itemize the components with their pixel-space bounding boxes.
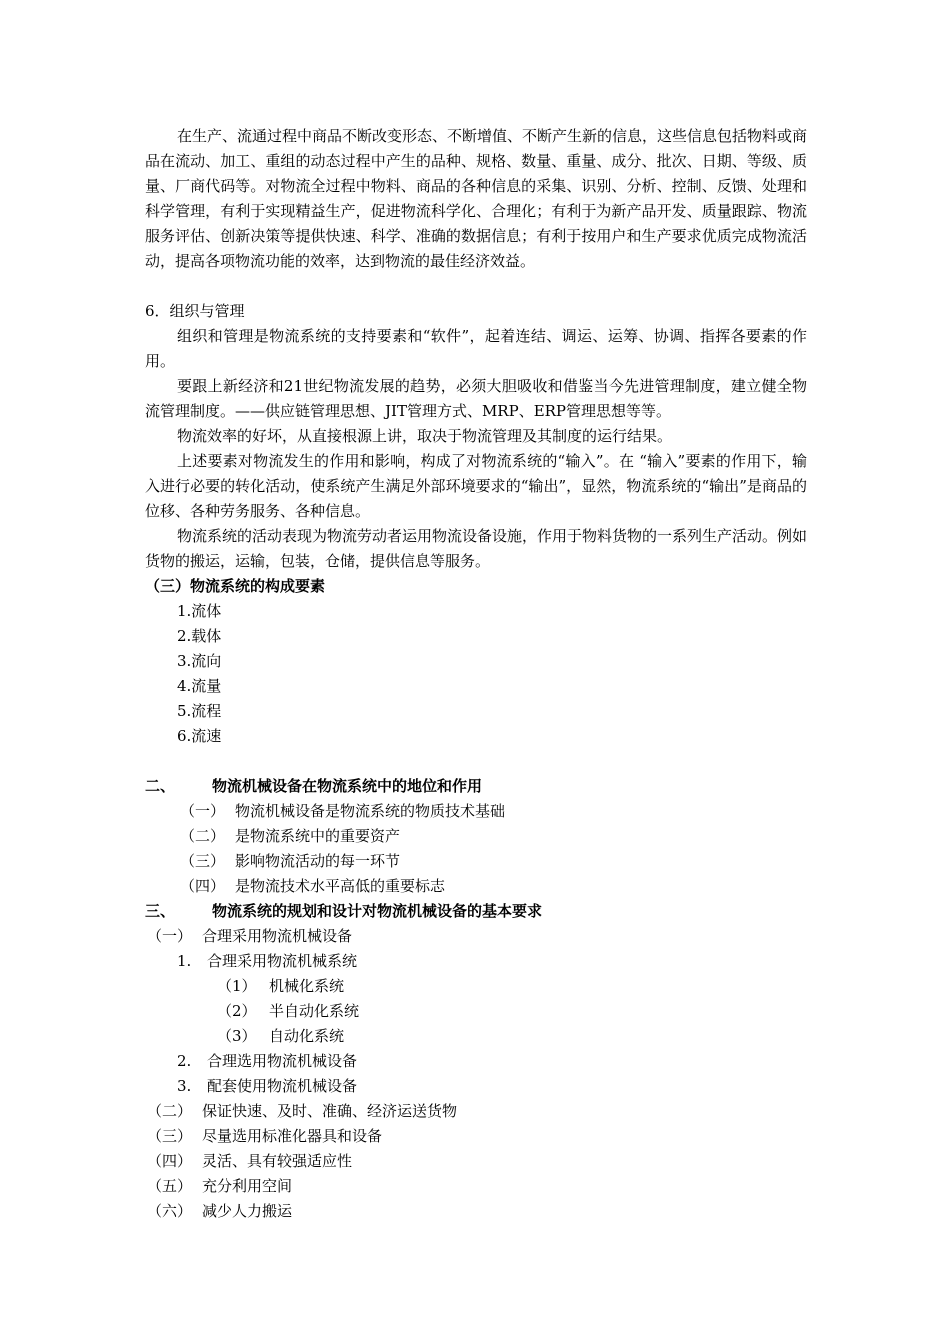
sec3-item-1-text: 合理采用物流机械设备 <box>202 927 353 945</box>
sec3-sub-1-text: 合理采用物流机械系统 <box>207 952 358 970</box>
sec3-item-3-text: 尽量选用标准化器具和设备 <box>202 1127 383 1145</box>
sec3-item-5-text: 充分利用空间 <box>202 1177 293 1195</box>
sec3-item-2-text: 保证快速、及时、准确、经济运送货物 <box>202 1102 458 1120</box>
system-type-3-text: 自动化系统 <box>269 1027 345 1045</box>
heading-system-elements: （三）物流系统的构成要素 <box>145 577 326 595</box>
sec3-item-3-number: （三） <box>147 1127 193 1145</box>
sec2-item-3-text: 影响物流活动的每一环节 <box>235 852 401 870</box>
system-type-1-number: （1） <box>217 977 257 995</box>
system-type-3-number: （3） <box>217 1027 257 1045</box>
sec2-item-4-number: （四） <box>180 877 226 895</box>
sec2-item-1-number: （一） <box>180 802 226 820</box>
sec2-item-1-text: 物流机械设备是物流系统的物质技术基础 <box>235 802 506 820</box>
sec3-item-6-text: 减少人力搬运 <box>202 1202 293 1220</box>
list-item-flow-volume: 4.流量 <box>177 677 222 695</box>
section-2-number: 二、 <box>145 777 176 795</box>
sec2-item-2-number: （二） <box>180 827 226 845</box>
paragraph-input-output: 上述要素对物流发生的作用和影响，构成了对物流系统的“输入”。在 “输入”要素的作用下，输入进行必要的转化活动，使系统产生满足外部环境要求的“输出”，显然，物流系统的“输出”是商品的位移、各种劳务服务、各种信息。 <box>145 452 807 520</box>
sec3-item-6-number: （六） <box>147 1202 193 1220</box>
section-2-title: 物流机械设备在物流系统中的地位和作用 <box>212 777 483 795</box>
sec2-item-4-text: 是物流技术水平高低的重要标志 <box>235 877 446 895</box>
sec3-item-1-number: （一） <box>147 927 193 945</box>
system-type-2-text: 半自动化系统 <box>269 1002 360 1020</box>
list-item-flow-process: 5.流程 <box>177 702 222 720</box>
list-item-flow-speed: 6.流速 <box>177 727 222 745</box>
section-3-title: 物流系统的规划和设计对物流机械设备的基本要求 <box>212 902 543 920</box>
sec3-item-4-text: 灵活、具有较强适应性 <box>202 1152 353 1170</box>
sec3-item-5-number: （五） <box>147 1177 193 1195</box>
list-item-carrier: 2.载体 <box>177 627 222 645</box>
paragraph-efficiency: 物流效率的好坏，从直接根源上讲，取决于物流管理及其制度的运行结果。 <box>177 427 673 445</box>
sec3-item-2-number: （二） <box>147 1102 193 1120</box>
system-type-2-number: （2） <box>217 1002 257 1020</box>
section-3-number: 三、 <box>145 902 176 920</box>
paragraph-org-support: 组织和管理是物流系统的支持要素和“软件”，起着连结、调运、运筹、协调、指挥各要素的作用。 <box>145 327 807 370</box>
paragraph-management-system: 要跟上新经济和21世纪物流发展的趋势，必须大胆吸收和借鉴当今先进管理制度，建立健全物流管理制度。——供应链管理思想、JIT管理方式、MRP、ERP管理思想等等。 <box>145 377 807 420</box>
list-item-flow-direction: 3.流向 <box>177 652 222 670</box>
sec3-sub-3-text: 配套使用物流机械设备 <box>207 1077 358 1095</box>
sec3-sub-2-number: 2. <box>177 1052 192 1070</box>
heading-organization-management: 6．组织与管理 <box>145 302 245 320</box>
sec2-item-3-number: （三） <box>180 852 226 870</box>
sec2-item-2-text: 是物流系统中的重要资产 <box>235 827 401 845</box>
sec3-sub-1-number: 1. <box>177 952 192 970</box>
sec3-sub-3-number: 3. <box>177 1077 192 1095</box>
paragraph-activities: 物流系统的活动表现为物流劳动者运用物流设备设施，作用于物料货物的一系列生产活动。例如货物的搬运，运输，包装，仓储，提供信息等服务。 <box>145 527 808 570</box>
sec3-sub-2-text: 合理选用物流机械设备 <box>207 1052 358 1070</box>
list-item-flow-body: 1.流体 <box>177 602 222 620</box>
system-type-1-text: 机械化系统 <box>269 977 345 995</box>
sec3-item-4-number: （四） <box>147 1152 193 1170</box>
paragraph-information: 在生产、流通过程中商品不断改变形态、不断增值、不断产生新的信息，这些信息包括物料或商品在流动、加工、重组的动态过程中产生的品种、规格、数量、重量、成分、批次、日期、等级、质量、厂商代码等。对物流全过程中物料、商品的各种信息的采集、识别、分析、控制、反馈、处理和科学管理，有利于实现精益生产，促进物流科学化、合理化；有利于为新产品开发、质量跟踪、物流服务评估、创新决策等提供快速、科学、准确的数据信息；有利于按用户和生产要求优质完成物流活动，提高各项物流功能的效率，达到物流的最佳经济效益。 <box>145 127 808 270</box>
